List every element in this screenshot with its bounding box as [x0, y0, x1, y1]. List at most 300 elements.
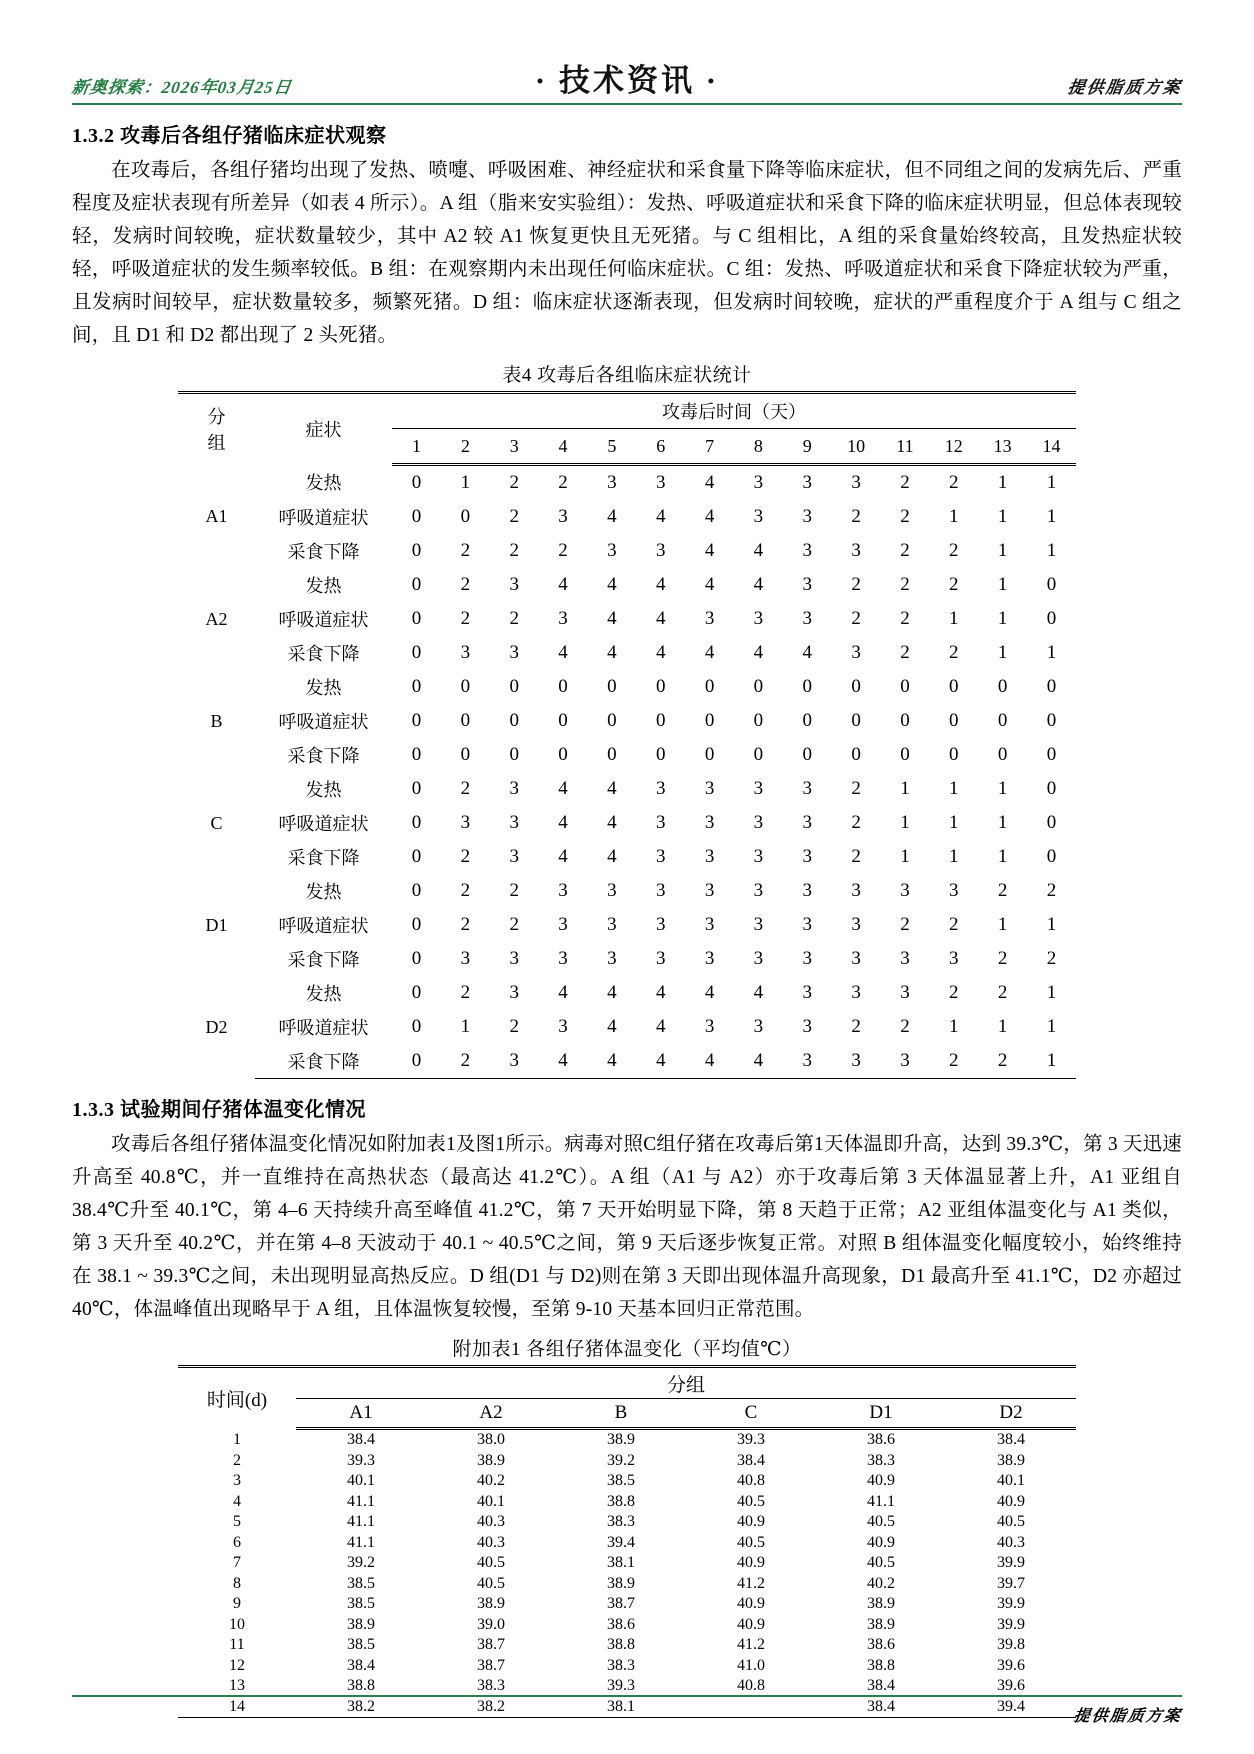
- appendix-temp-cell: 40.5: [737, 1492, 765, 1510]
- table4-cell: 3: [704, 608, 715, 629]
- section-heading-133: 1.3.3 试验期间仔猪体温变化情况: [72, 1099, 366, 1121]
- appendix-table1-head: [178, 1367, 1076, 1429]
- table4-cell: 3: [460, 948, 471, 969]
- table4-cell: 3: [509, 778, 519, 799]
- table4-cell: 2: [460, 880, 471, 901]
- table4-symptom-label: 呼吸道症状: [278, 712, 369, 732]
- appendix-temp-cell: 40.5: [867, 1554, 895, 1572]
- table4-cell: 0: [949, 744, 959, 765]
- table4-cell: 0: [411, 778, 422, 799]
- table4-day-header: 13: [978, 429, 1027, 465]
- table-row: [178, 1594, 1076, 1615]
- running-head-title: · 技术资讯 ·: [534, 63, 720, 98]
- table4-cell: 2: [997, 982, 1008, 1003]
- table4-cell: 0: [1046, 574, 1057, 595]
- table-row: [178, 1512, 1076, 1533]
- table4-day-header: 4: [539, 429, 588, 465]
- table4-cell: 2: [949, 472, 959, 493]
- table4-cell: 2: [509, 880, 519, 901]
- table4-cell: 2: [900, 472, 910, 493]
- table4-cell: 2: [900, 642, 910, 663]
- table-row: [178, 738, 1076, 772]
- appendix-temp-cell: 38.6: [867, 1636, 895, 1654]
- table4-day-header: 1: [392, 429, 441, 465]
- table4-cell: 0: [460, 744, 471, 765]
- appendix-temp-cell: 40.9: [997, 1492, 1025, 1510]
- table4-cell: 4: [655, 1016, 666, 1037]
- appendix-table1-caption: 附加表1 各组仔猪体温变化（平均值℃）: [452, 1339, 802, 1360]
- appendix-temp-cell: 40.5: [477, 1574, 505, 1592]
- table4-cell: 3: [753, 506, 764, 527]
- appendix-temp-cell: 39.0: [477, 1615, 505, 1633]
- table4-day-header: 3: [490, 429, 539, 465]
- appendix-temp-cell: 41.0: [737, 1656, 765, 1674]
- table4-cell: 3: [851, 642, 861, 663]
- appendix-day-cell: 14: [178, 1697, 296, 1718]
- table4-col-header-symptom: 症状: [255, 393, 392, 465]
- table4-cell: 3: [753, 914, 764, 935]
- table4-symptom-label: 采食下降: [255, 1044, 392, 1079]
- appendix-temp-cell: 39.2: [607, 1451, 635, 1469]
- table4-cell: 2: [900, 574, 910, 595]
- table4-cell: 4: [655, 642, 666, 663]
- table4-cell: 1: [1046, 472, 1057, 493]
- group-header-line1: 分: [207, 407, 226, 428]
- appendix-temp-cell: 38.6: [867, 1431, 895, 1449]
- table4-cell: 3: [704, 812, 715, 833]
- running-head-right-slogan: 提供脂质方案: [1066, 78, 1184, 97]
- table4-cell: 3: [881, 1044, 930, 1079]
- appendix-temp-cell: 39.3: [347, 1451, 375, 1469]
- table4-cell: 1: [997, 472, 1008, 493]
- table4-cell: 0: [704, 744, 715, 765]
- appendix-temp-cell: 40.9: [737, 1513, 765, 1531]
- table4-symptom-label: 呼吸道症状: [278, 508, 369, 528]
- table-row: [178, 1429, 1076, 1451]
- table-row: [178, 1044, 1076, 1079]
- table4-day-header: 14: [1027, 429, 1076, 465]
- table4-cell: 2: [900, 608, 910, 629]
- table4-cell: 1: [997, 506, 1008, 527]
- table4-cell: 2: [509, 506, 519, 527]
- appendix-temp-cell: 38.4: [997, 1431, 1025, 1449]
- table4-symptom-label: 发热: [305, 678, 342, 698]
- appendix-column-header: A1: [296, 1399, 426, 1429]
- appendix-temp-cell: 39.3: [737, 1431, 765, 1449]
- table4-cell: 4: [734, 1044, 783, 1079]
- table4-cell: 0: [411, 812, 422, 833]
- table4-cell: 4: [704, 540, 715, 561]
- table4-cell: 3: [802, 540, 813, 561]
- table4-cell: 1: [1046, 982, 1057, 1003]
- table4-cell: 4: [704, 574, 715, 595]
- table4-cell: 4: [607, 846, 617, 867]
- appendix-temp-cell: 39.9: [997, 1615, 1025, 1633]
- table4-cell: 3: [509, 574, 519, 595]
- table4-cell: 1: [1046, 506, 1057, 527]
- table4-cell: 0: [392, 1044, 441, 1079]
- table4-cell: 0: [411, 506, 422, 527]
- table-row: [178, 772, 1076, 806]
- appendix-table1-body: [178, 1429, 1076, 1718]
- appendix-temp-cell: 41.1: [347, 1492, 375, 1510]
- table4-cell: 3: [607, 540, 617, 561]
- table-row: [178, 1471, 1076, 1492]
- table4-cell: 2: [997, 880, 1008, 901]
- header-divider: [72, 103, 1182, 105]
- table4-day-header: 11: [881, 429, 930, 465]
- table-row: [178, 1451, 1076, 1472]
- table4-symptom-label: 呼吸道症状: [278, 916, 369, 936]
- table4-cell: 1: [900, 812, 910, 833]
- appendix-temp-cell: 38.0: [477, 1431, 505, 1449]
- table4-cell: 2: [900, 914, 910, 935]
- table4-group-label: B: [210, 710, 223, 731]
- table4-cell: 3: [851, 948, 861, 969]
- table4-cell: 0: [900, 676, 910, 697]
- table4-cell: 1: [997, 540, 1008, 561]
- table4-cell: 2: [949, 540, 959, 561]
- table4-cell: 4: [607, 778, 617, 799]
- appendix-day-cell: 4: [233, 1492, 241, 1510]
- appendix-temp-cell: 40.3: [477, 1513, 505, 1531]
- appendix-temp-cell: 41.2: [737, 1636, 765, 1654]
- table4-cell: 1: [900, 846, 910, 867]
- appendix-header-row-columns: [178, 1399, 1076, 1429]
- table4-cell: 0: [411, 846, 422, 867]
- table4-cell: 3: [704, 1016, 715, 1037]
- table4-cell: 1: [1046, 642, 1057, 663]
- table4-cell: 4: [558, 778, 568, 799]
- table4-cell: 0: [1046, 608, 1057, 629]
- table4-cell: 0: [411, 744, 422, 765]
- table4-day-header: 9: [783, 429, 832, 465]
- table4-cell: 3: [655, 812, 666, 833]
- table4-cell: 1: [997, 914, 1008, 935]
- table4-cell: 1: [460, 1016, 471, 1037]
- page-running-head: [72, 52, 1182, 98]
- appendix-temp-cell: 38.5: [347, 1595, 375, 1613]
- table-row: [178, 942, 1076, 976]
- table4-day-header: 2: [441, 429, 490, 465]
- table4-cell: 3: [753, 472, 764, 493]
- table4-cell: 3: [949, 948, 959, 969]
- table4-day-header: 6: [636, 429, 685, 465]
- table4-cell: 1: [997, 812, 1008, 833]
- appendix-temp-cell: 40.3: [477, 1533, 505, 1551]
- table4-cell: 3: [558, 1016, 568, 1037]
- table4-cell: 3: [753, 948, 764, 969]
- table4-cell: 3: [655, 948, 666, 969]
- table4-cell: 3: [607, 914, 617, 935]
- table4-cell: 4: [587, 1044, 636, 1079]
- table4-symptom-label: 发热: [305, 576, 342, 596]
- table-row: [178, 1010, 1076, 1044]
- table4-cell: 2: [460, 846, 471, 867]
- appendix-temp-cell: 38.8: [607, 1492, 635, 1510]
- table4-cell: 4: [607, 812, 617, 833]
- table4-cell: 0: [1046, 846, 1057, 867]
- table4-cell: 0: [558, 676, 568, 697]
- group-header-line2: 组: [207, 433, 226, 454]
- table4-cell: 3: [509, 812, 519, 833]
- table4-cell: 1: [997, 778, 1008, 799]
- appendix-temp-cell: 38.8: [607, 1636, 635, 1654]
- appendix-day-cell: 5: [233, 1513, 241, 1531]
- appendix-temp-cell: 39.6: [997, 1656, 1025, 1674]
- appendix-temp-cell: 38.5: [347, 1636, 375, 1654]
- table4-cell: 2: [949, 642, 959, 663]
- table4-cell: 0: [411, 710, 422, 731]
- table4-cell: 4: [558, 812, 568, 833]
- table4-cell: 2: [949, 574, 959, 595]
- table4-cell: 4: [607, 642, 617, 663]
- table4-cell: 4: [607, 1016, 617, 1037]
- table4-cell: 4: [704, 472, 715, 493]
- table4-cell: 2: [997, 948, 1008, 969]
- table4-cell: 3: [802, 982, 813, 1003]
- table4-cell: 3: [802, 846, 813, 867]
- table4-cell: 0: [607, 676, 617, 697]
- table4-cell: 2: [851, 1016, 861, 1037]
- appendix-temp-cell: 38.4: [816, 1697, 946, 1718]
- table4-cell: 1: [460, 472, 471, 493]
- table4-group-label: C: [210, 812, 223, 833]
- table4-cell: 0: [460, 710, 471, 731]
- table4-cell: 2: [460, 574, 471, 595]
- table4-cell: 0: [900, 710, 910, 731]
- table4-cell: 0: [411, 608, 422, 629]
- table4-cell: 4: [607, 982, 617, 1003]
- table4-group-label: D2: [205, 1016, 228, 1037]
- table4-cell: 0: [411, 1016, 422, 1037]
- table4-cell: 3: [655, 846, 666, 867]
- table-row: [178, 568, 1076, 602]
- table-row: [178, 1656, 1076, 1677]
- appendix-day-cell: 1: [233, 1430, 241, 1448]
- table4-cell: 0: [411, 574, 422, 595]
- table4-cell: 3: [802, 472, 813, 493]
- table4-symptom-label: 采食下降: [287, 746, 360, 766]
- appendix-temp-cell: 38.2: [296, 1697, 426, 1718]
- table4-cell: 4: [636, 1044, 685, 1079]
- appendix-column-header: C: [686, 1399, 816, 1429]
- table-row: [178, 704, 1076, 738]
- table4-cell: 4: [607, 574, 617, 595]
- table4-cell: 0: [460, 676, 471, 697]
- table4-cell: 3: [607, 948, 617, 969]
- table4-cell: 2: [851, 506, 861, 527]
- table4-cell: 0: [411, 982, 422, 1003]
- appendix-temp-cell: 38.9: [867, 1615, 895, 1633]
- table4-cell: 4: [753, 982, 764, 1003]
- appendix-temp-cell: 38.2: [426, 1697, 556, 1718]
- table4-cell: 1: [1046, 1016, 1057, 1037]
- appendix-header-row-group: [178, 1367, 1076, 1399]
- table4-cell: 3: [900, 880, 910, 901]
- footer-divider: [72, 1695, 1182, 1697]
- table4-cell: 3: [607, 472, 617, 493]
- table4-cell: 1: [949, 846, 959, 867]
- appendix-col-header-time: 时间(d): [178, 1367, 296, 1429]
- table4-cell: 0: [509, 744, 519, 765]
- table4-cell: 0: [460, 506, 471, 527]
- table4-cell: 0: [411, 948, 422, 969]
- table4-cell: 3: [558, 880, 568, 901]
- table4-cell: 2: [1046, 880, 1057, 901]
- table4-cell: 4: [685, 1044, 734, 1079]
- table4-cell: 4: [607, 506, 617, 527]
- table4-cell: 1: [997, 642, 1008, 663]
- table4-cell: 3: [607, 880, 617, 901]
- appendix-temp-cell: 40.8: [737, 1677, 765, 1695]
- table4-cell: 0: [655, 710, 666, 731]
- table4-cell: 3: [704, 778, 715, 799]
- table4-cell: 3: [753, 778, 764, 799]
- appendix-temp-cell: 41.2: [737, 1574, 765, 1592]
- table4-symptom-label: 采食下降: [287, 542, 360, 562]
- appendix-table1-temperature: [178, 1365, 1076, 1718]
- table-row: [178, 1615, 1076, 1636]
- table4-cell: 0: [607, 710, 617, 731]
- table4-cell: 3: [704, 948, 715, 969]
- table4-cell: 3: [509, 982, 519, 1003]
- appendix-day-cell: 9: [233, 1595, 241, 1613]
- appendix-temp-cell: 38.3: [867, 1451, 895, 1469]
- table-row: [178, 1533, 1076, 1554]
- table4-cell: 0: [997, 744, 1008, 765]
- table4-cell: 2: [460, 914, 471, 935]
- table4-cell: 1: [997, 608, 1008, 629]
- table4-cell: 4: [539, 1044, 588, 1079]
- appendix-temp-cell: 39.9: [997, 1595, 1025, 1613]
- table4-cell: 2: [851, 778, 861, 799]
- table4-cell: 2: [851, 608, 861, 629]
- appendix-temp-cell: 41.1: [347, 1533, 375, 1551]
- appendix-day-cell: 6: [233, 1533, 241, 1551]
- appendix-temp-cell: 41.1: [347, 1513, 375, 1531]
- table4-cell: 3: [851, 914, 861, 935]
- table4-cell: 1: [949, 778, 959, 799]
- table4-symptom-label: 呼吸道症状: [278, 1018, 369, 1038]
- table-row: [178, 670, 1076, 704]
- table4-group-label: A1: [205, 505, 228, 526]
- appendix-temp-cell: 38.3: [477, 1677, 505, 1695]
- table4-cell: 0: [949, 710, 959, 731]
- table4-cell: 0: [900, 744, 910, 765]
- table4-cell: 0: [655, 676, 666, 697]
- table4-cell: 1: [900, 778, 910, 799]
- table4-cell: 3: [753, 608, 764, 629]
- table4-cell: 3: [802, 914, 813, 935]
- table-row: [178, 1553, 1076, 1574]
- appendix-temp-cell: 39.3: [607, 1677, 635, 1695]
- table4-cell: 4: [558, 574, 568, 595]
- appendix-day-cell: 2: [233, 1451, 241, 1469]
- appendix-temp-cell: 40.9: [737, 1615, 765, 1633]
- table4-cell: 3: [851, 540, 861, 561]
- table4-cell: 0: [753, 744, 764, 765]
- table4-cell: 3: [753, 846, 764, 867]
- table4-cell: 0: [1046, 676, 1057, 697]
- appendix-day-cell: 12: [229, 1656, 245, 1674]
- appendix-temp-cell: 40.5: [737, 1533, 765, 1551]
- table-row: [178, 534, 1076, 568]
- appendix-temp-cell: 38.3: [607, 1513, 635, 1531]
- table4-cell: 2: [949, 914, 959, 935]
- appendix-temp-cell: 40.1: [347, 1472, 375, 1490]
- table4-cell: 0: [997, 710, 1008, 731]
- appendix-temp-cell: 38.9: [607, 1431, 635, 1449]
- appendix-temp-cell: 39.9: [997, 1554, 1025, 1572]
- table-row: [178, 976, 1076, 1010]
- table4-cell: 2: [509, 540, 519, 561]
- table4-day-header: 10: [832, 429, 881, 465]
- table4-cell: 1: [997, 1016, 1008, 1037]
- table4-cell: 0: [1046, 744, 1057, 765]
- table4-cell: 0: [411, 472, 422, 493]
- appendix-temp-cell: 38.4: [347, 1656, 375, 1674]
- appendix-day-cell: 11: [229, 1636, 245, 1654]
- table4-symptom-label: 采食下降: [287, 644, 360, 664]
- table4-cell: 4: [753, 574, 764, 595]
- page-footer: [72, 1690, 1182, 1726]
- table4-cell: 4: [558, 982, 568, 1003]
- table4-cell: 2: [509, 1016, 519, 1037]
- table-row: [178, 500, 1076, 534]
- table4-cell: 0: [851, 710, 861, 731]
- table4-cell: 3: [783, 1044, 832, 1079]
- table4-cell: 0: [851, 676, 861, 697]
- table4-cell: 0: [1046, 710, 1057, 731]
- table4-cell: 3: [900, 948, 910, 969]
- appendix-temp-cell: 38.8: [347, 1677, 375, 1695]
- appendix-temp-cell: 40.5: [997, 1513, 1025, 1531]
- table4-cell: 3: [802, 574, 813, 595]
- table-row: [178, 602, 1076, 636]
- table4-cell: 1: [1046, 914, 1057, 935]
- table4-cell: 0: [411, 676, 422, 697]
- table4-cell: 3: [704, 880, 715, 901]
- table4-clinical-symptoms: [178, 391, 1076, 1079]
- appendix-day-cell: 13: [229, 1677, 245, 1695]
- table4-cell: 0: [851, 744, 861, 765]
- table4-cell: 3: [490, 1044, 539, 1079]
- table4-cell: 2: [509, 608, 519, 629]
- appendix-day-cell: 10: [229, 1615, 245, 1633]
- table4-cell: 2: [441, 1044, 490, 1079]
- table4-cell: 2: [851, 846, 861, 867]
- table4-cell: 3: [509, 642, 519, 663]
- table4-body: [178, 465, 1076, 1079]
- table4-cell: 3: [851, 880, 861, 901]
- table4-cell: 2: [460, 982, 471, 1003]
- table4-cell: 3: [753, 880, 764, 901]
- table4-cell: 0: [411, 540, 422, 561]
- appendix-day-cell: 7: [233, 1554, 241, 1572]
- table4-cell: 1: [949, 608, 959, 629]
- table4-cell: 0: [753, 676, 764, 697]
- table4-cell: 3: [802, 608, 813, 629]
- table-row: [178, 1492, 1076, 1513]
- table4-cell: 4: [558, 642, 568, 663]
- table4-cell: 2: [558, 540, 568, 561]
- table4-cell: 0: [802, 744, 813, 765]
- table4-col-header-group: [178, 393, 255, 465]
- table-row: [178, 908, 1076, 942]
- table4-cell: 2: [460, 778, 471, 799]
- table4-day-header: 12: [929, 429, 978, 465]
